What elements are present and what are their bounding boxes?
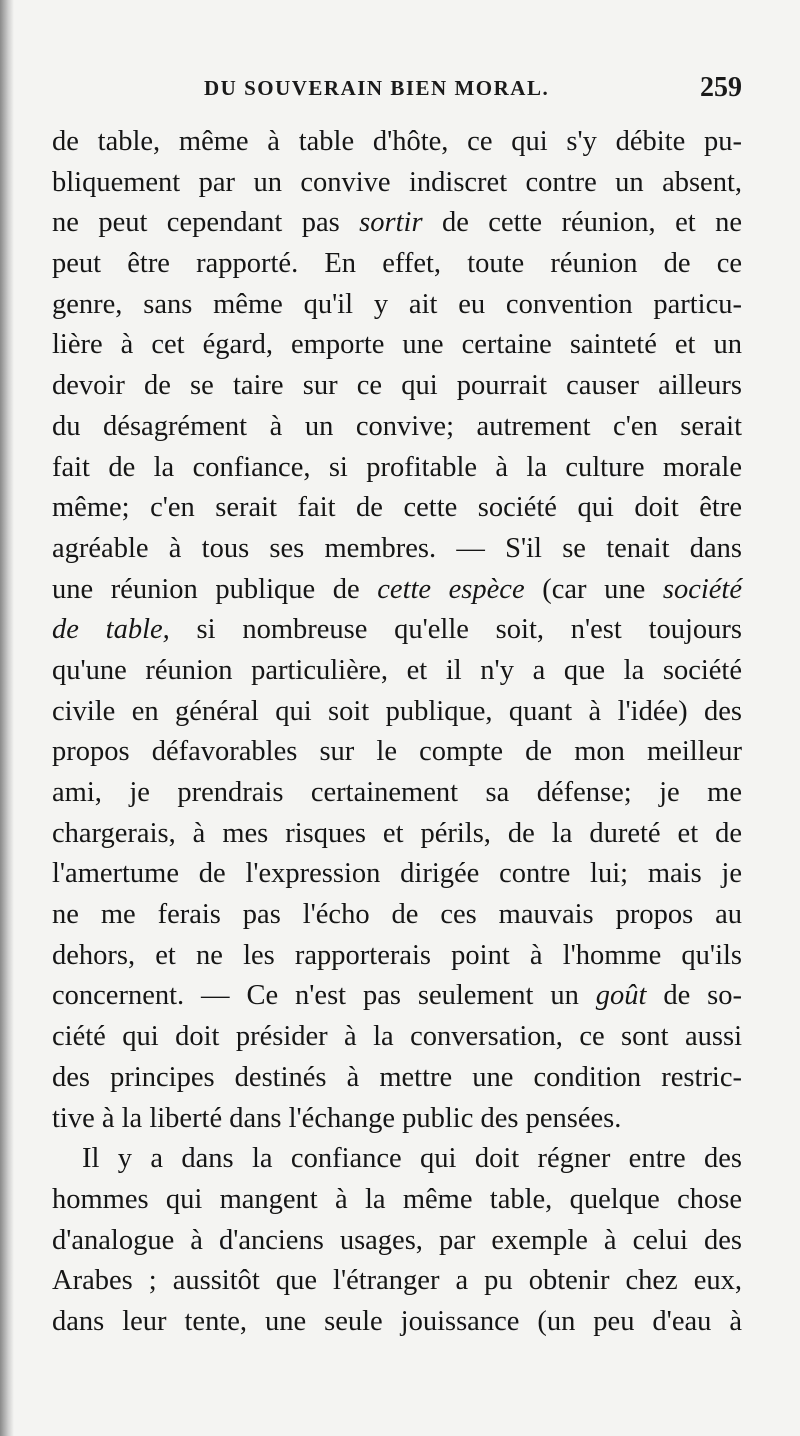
page-binding-edge [0, 0, 14, 1436]
italic-text: cette espèce [377, 573, 525, 605]
running-title: DU SOUVERAIN BIEN MORAL. [204, 76, 550, 100]
text-line [52, 366, 742, 407]
text-line [52, 936, 742, 977]
text-segment: tive à la liberté dans l'échange public des pensées. [52, 1102, 622, 1134]
text-line [52, 1099, 742, 1140]
italic-text: goût [595, 980, 647, 1012]
text-line [52, 610, 742, 651]
text-segment: peut être rapporté. En effet, toute réunion de ce [52, 248, 742, 280]
italic-text: sortir [359, 207, 423, 239]
text-segment: ne peut cependant pas [52, 207, 360, 239]
text-line [52, 570, 742, 611]
text-segment: Arabes ; aussitôt que l'étranger a pu obtenir chez eux, [52, 1265, 742, 1297]
text-segment: si nombreuse qu'elle soit, n'est toujours [169, 614, 742, 646]
text-line [52, 244, 742, 285]
text-segment: des principes destinés à mettre une condition restric- [52, 1061, 742, 1093]
text-line [52, 976, 742, 1017]
text-segment: dehors, et ne les rapporterais point à l'homme qu'ils [52, 939, 742, 971]
text-segment: concernent. — Ce n'est pas seulement un [52, 980, 596, 1012]
text-segment: ami, je prendrais certainement sa défense; je me [52, 777, 742, 808]
text-segment: d'analogue à d'anciens usages, par exemple à celui des [52, 1224, 742, 1256]
text-line [52, 895, 742, 936]
text-segment: de so- [646, 980, 742, 1012]
text-segment: de cette réunion, et ne [422, 207, 742, 239]
text-segment: lière à cet égard, emporte une certaine sainteté et un [52, 329, 742, 361]
body-text [52, 122, 742, 1343]
text-segment: de table, même à table d'hôte, ce qui s'y débite pu- [52, 126, 742, 157]
text-line [52, 488, 742, 529]
text-segment: même; c'en serait fait de cette société qui doit être [52, 492, 742, 524]
text-segment: qu'une réunion particulière, et il n'y a que la société [52, 654, 742, 686]
text-line [52, 163, 742, 204]
text-segment: chargerais, à mes risques et périls, de la dureté et de [52, 817, 742, 849]
text-line [52, 651, 742, 692]
text-line [52, 854, 742, 895]
text-line [52, 122, 742, 163]
text-line [52, 1302, 742, 1343]
text-segment: devoir de se taire sur ce qui pourrait causer ailleurs [52, 370, 742, 402]
text-segment: (car une [524, 573, 663, 605]
text-line [52, 1017, 742, 1058]
text-segment: civile en général qui soit publique, quant à l'idée) des [52, 695, 742, 727]
text-segment: dans leur tente, une seule jouissance (un peu d'eau à [52, 1305, 742, 1337]
text-segment: une réunion publique de [52, 573, 378, 605]
text-line [52, 773, 742, 814]
text-line [52, 325, 742, 366]
text-segment: genre, sans même qu'il y ait eu convention particu- [52, 288, 742, 320]
text-segment: hommes qui mangent à la même table, quelque chose [52, 1183, 742, 1215]
text-segment: bliquement par un convive indiscret contre un absent, [52, 166, 742, 198]
text-segment: ciété qui doit présider à la conversation, ce sont aussi [52, 1021, 742, 1053]
text-segment: fait de la confiance, si profitable à la culture morale [52, 451, 742, 483]
text-line [52, 529, 742, 570]
text-line [52, 285, 742, 326]
text-segment: ne me ferais pas l'écho de ces mauvais propos au [52, 899, 742, 931]
text-line [52, 203, 742, 244]
text-segment: propos défavorables sur le compte de mon meilleur [52, 736, 742, 768]
text-segment: du désagrément à un convive; autrement c'en serait [52, 410, 742, 442]
page-number: 259 [700, 72, 742, 103]
text-line [52, 448, 742, 489]
text-line [52, 1058, 742, 1099]
text-segment: Il y a dans la confiance qui doit régner entre des [82, 1143, 742, 1175]
text-segment: agréable à tous ses membres. — S'il se tenait dans [52, 532, 742, 564]
italic-text: de table, [52, 614, 170, 646]
text-line [52, 732, 742, 773]
text-line [52, 407, 742, 448]
text-line [52, 1180, 742, 1221]
text-line [52, 692, 742, 733]
page-header [52, 72, 742, 106]
italic-text: société [662, 573, 742, 605]
text-segment: l'amertume de l'expression dirigée contre lui; mais je [52, 858, 742, 890]
text-line [52, 814, 742, 855]
text-line [52, 1221, 742, 1262]
text-line [52, 1139, 742, 1180]
text-line [52, 1261, 742, 1302]
